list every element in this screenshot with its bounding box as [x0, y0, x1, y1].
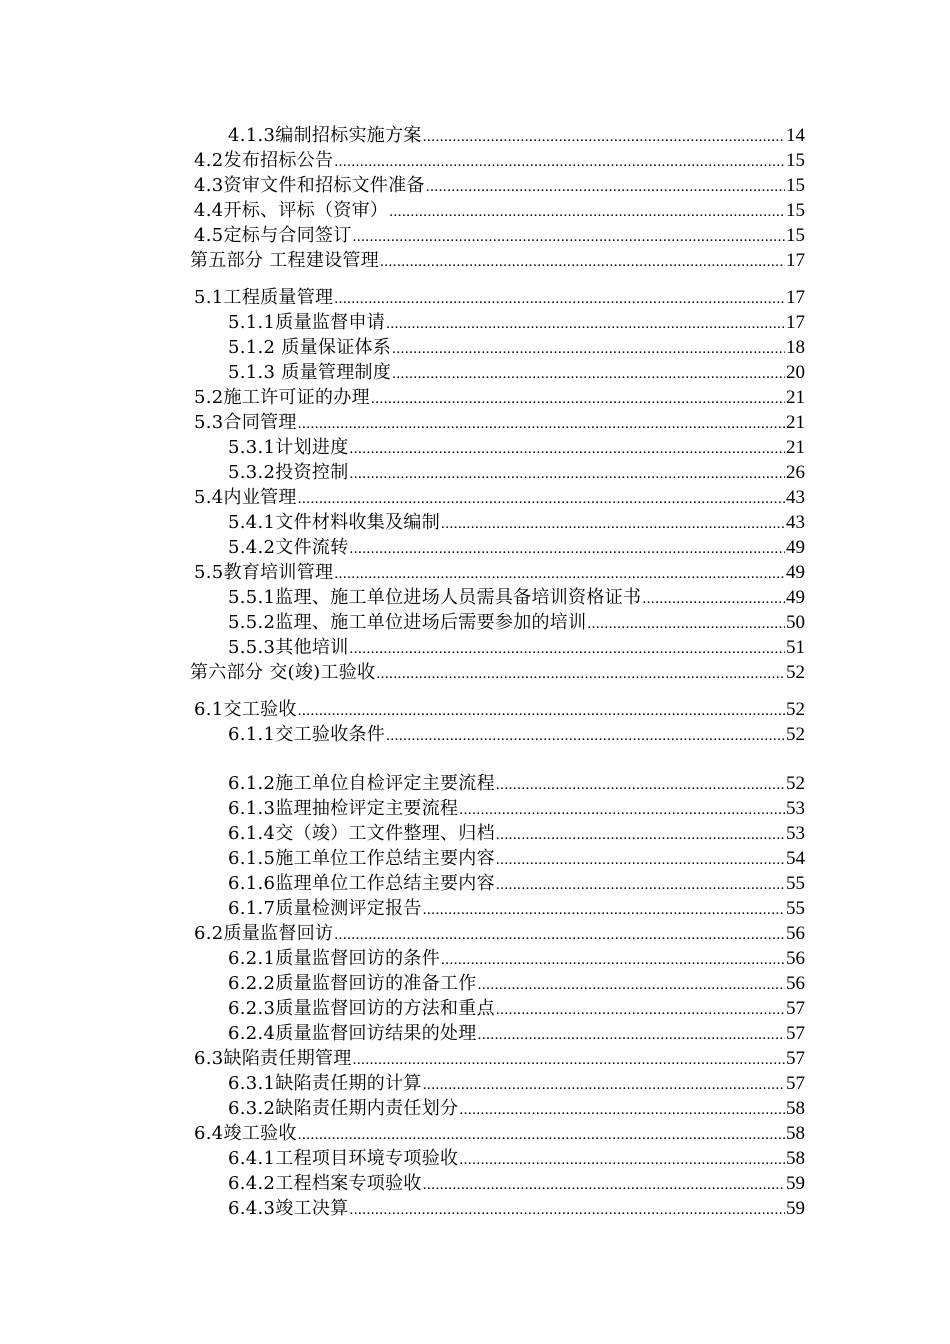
toc-label: 4.1.3编制招标实施方案	[228, 125, 422, 146]
toc-label: 第五部分 工程建设管理	[190, 250, 380, 271]
toc-label: 5.4内业管理	[194, 487, 297, 508]
toc-entry[interactable]	[228, 872, 805, 897]
toc-leader	[350, 637, 786, 661]
toc-label: 5.2施工许可证的办理	[194, 387, 370, 408]
toc-leader	[642, 587, 785, 611]
toc-page-number: 53	[786, 798, 805, 819]
toc-page-number: 57	[786, 1073, 805, 1094]
toc-page-number: 18	[786, 337, 805, 358]
toc-leader	[298, 1123, 785, 1147]
toc-page-number: 56	[786, 923, 805, 944]
toc-leader	[298, 699, 785, 723]
toc-page-number: 21	[786, 437, 805, 458]
toc-page-number: 52	[786, 773, 805, 794]
toc-label: 6.4.2工程档案专项验收	[228, 1173, 422, 1194]
toc-leader	[334, 562, 785, 586]
toc-label: 5.4.2文件流转	[228, 537, 349, 558]
toc-label: 第六部分 交(竣)工验收	[190, 662, 376, 683]
toc-entry[interactable]	[228, 461, 805, 486]
toc-page-number: 15	[786, 150, 805, 171]
toc-entry[interactable]	[228, 1072, 805, 1097]
toc-page-number: 58	[786, 1098, 805, 1119]
toc-label: 4.2发布招标公告	[194, 150, 334, 171]
toc-page-number: 43	[786, 487, 805, 508]
toc-page-number: 43	[786, 512, 805, 533]
toc-label: 6.4.3竣工决算	[228, 1198, 349, 1219]
toc-leader	[441, 512, 785, 536]
toc-page-number: 50	[786, 612, 805, 633]
toc-leader	[478, 973, 785, 997]
toc-entry[interactable]	[228, 847, 805, 872]
toc-leader	[298, 412, 785, 436]
toc-label: 5.3合同管理	[194, 412, 297, 433]
toc-entry[interactable]	[228, 822, 805, 847]
toc-page-number: 56	[786, 948, 805, 969]
toc-leader	[380, 250, 785, 274]
toc-leader	[389, 200, 785, 224]
toc-leader	[386, 724, 785, 748]
toc-entry[interactable]	[228, 897, 805, 922]
toc-label: 5.5.1监理、施工单位进场人员需具备培训资格证书	[228, 587, 642, 608]
toc-page-number: 52	[786, 699, 805, 720]
toc-page-number: 57	[786, 998, 805, 1019]
toc-label: 5.5.2监理、施工单位进场后需要参加的培训	[228, 612, 587, 633]
toc-page-number: 20	[786, 362, 805, 383]
toc-entry[interactable]	[228, 1172, 805, 1197]
toc-leader	[386, 312, 785, 336]
toc-page-number: 49	[786, 537, 805, 558]
toc-label: 6.2.4质量监督回访结果的处理	[228, 1023, 477, 1044]
toc-entry[interactable]	[194, 1122, 805, 1147]
toc-leader	[423, 125, 785, 149]
toc-entry[interactable]	[194, 199, 805, 224]
toc-entry[interactable]	[194, 486, 805, 511]
toc-entry[interactable]	[194, 411, 805, 436]
toc-leader	[350, 437, 786, 461]
toc-label: 6.4竣工验收	[194, 1123, 297, 1144]
toc-label: 6.2.1质量监督回访的条件	[228, 948, 440, 969]
toc-entry[interactable]	[194, 386, 805, 411]
toc-leader	[353, 225, 785, 249]
toc-leader	[459, 1148, 785, 1172]
toc-page-number: 49	[786, 587, 805, 608]
toc-page-number: 57	[786, 1048, 805, 1069]
toc-entry[interactable]	[228, 511, 805, 536]
toc-label: 6.1.6监理单位工作总结主要内容	[228, 873, 495, 894]
toc-page-number: 55	[786, 873, 805, 894]
toc-entry[interactable]	[228, 636, 805, 661]
toc-label: 5.3.2投资控制	[228, 462, 349, 483]
toc-entry[interactable]	[190, 661, 805, 686]
toc-page-number: 17	[786, 287, 805, 308]
toc-leader	[496, 848, 785, 872]
toc-leader	[376, 662, 785, 686]
toc-page-number: 17	[786, 250, 805, 271]
toc-entry[interactable]	[194, 561, 805, 586]
toc-leader	[371, 387, 785, 411]
toc-leader	[334, 150, 785, 174]
toc-entry[interactable]	[228, 972, 805, 997]
toc-entry[interactable]	[194, 1047, 805, 1072]
toc-label: 6.3.2缺陷责任期内责任划分	[228, 1098, 459, 1119]
toc-label: 6.1.2施工单位自检评定主要流程	[228, 773, 495, 794]
toc-entry[interactable]	[228, 361, 805, 386]
toc-entry[interactable]	[228, 1022, 805, 1047]
toc-label: 5.1工程质量管理	[194, 287, 334, 308]
toc-label: 6.1.7质量检测评定报告	[228, 898, 422, 919]
toc-label: 6.3缺陷责任期管理	[194, 1048, 352, 1069]
toc-leader	[350, 1198, 786, 1222]
toc-label: 6.1.3监理抽检评定主要流程	[228, 798, 459, 819]
toc-leader	[441, 948, 785, 972]
toc-leader	[426, 175, 785, 199]
toc-entry[interactable]	[228, 1147, 805, 1172]
toc-entry[interactable]	[194, 174, 805, 199]
toc-page-number: 58	[786, 1148, 805, 1169]
toc-page-number: 58	[786, 1123, 805, 1144]
toc-label: 6.2.3质量监督回访的方法和重点	[228, 998, 495, 1019]
toc-entry[interactable]	[228, 1197, 805, 1222]
toc-label: 6.1交工验收	[194, 699, 297, 720]
toc-entry[interactable]	[228, 336, 805, 361]
toc-leader	[350, 537, 786, 561]
toc-label: 5.3.1计划进度	[228, 437, 349, 458]
toc-entry[interactable]	[194, 922, 805, 947]
toc-page-number: 51	[786, 637, 805, 658]
toc-entry[interactable]	[228, 586, 805, 611]
toc-page-number: 49	[786, 562, 805, 583]
toc-leader	[353, 1048, 785, 1072]
toc-page-number: 21	[786, 387, 805, 408]
toc-leader	[496, 873, 785, 897]
toc-page-number: 52	[786, 662, 805, 683]
toc-label: 5.1.2 质量保证体系	[228, 337, 392, 358]
toc-page-number: 17	[786, 312, 805, 333]
toc-leader	[496, 823, 785, 847]
toc-entry[interactable]	[194, 286, 805, 311]
toc-entry[interactable]	[228, 1097, 805, 1122]
toc-entry[interactable]	[194, 698, 805, 723]
toc-page-number: 15	[786, 175, 805, 196]
toc-entry[interactable]	[194, 224, 805, 249]
toc-label: 6.4.1工程项目环境专项验收	[228, 1148, 459, 1169]
toc-entry[interactable]	[190, 249, 805, 274]
toc-label: 6.2质量监督回访	[194, 923, 334, 944]
toc-entry[interactable]	[194, 149, 805, 174]
toc-label: 6.2.2质量监督回访的准备工作	[228, 973, 477, 994]
toc-page-number: 55	[786, 898, 805, 919]
toc-label: 6.3.1缺陷责任期的计算	[228, 1073, 422, 1094]
toc-entry[interactable]	[228, 723, 805, 748]
toc-leader	[587, 612, 785, 636]
toc-leader	[423, 1073, 785, 1097]
toc-leader	[459, 798, 785, 822]
toc-leader	[298, 487, 785, 511]
toc-page-number: 56	[786, 973, 805, 994]
toc-leader	[392, 337, 785, 361]
toc-leader	[423, 898, 785, 922]
toc-page-number: 15	[786, 225, 805, 246]
toc-label: 5.5教育培训管理	[194, 562, 334, 583]
toc-page-number: 26	[786, 462, 805, 483]
toc-label: 5.4.1文件材料收集及编制	[228, 512, 440, 533]
toc-label: 4.5定标与合同签订	[194, 225, 352, 246]
toc-entry[interactable]	[228, 124, 805, 149]
toc-leader	[478, 1023, 785, 1047]
toc-label: 5.1.1质量监督申请	[228, 312, 386, 333]
toc-entry[interactable]	[228, 311, 805, 336]
toc-entry[interactable]	[228, 436, 805, 461]
toc-leader	[334, 287, 785, 311]
toc-page-number: 57	[786, 1023, 805, 1044]
toc-page-number: 14	[786, 125, 805, 146]
toc-label: 6.1.5施工单位工作总结主要内容	[228, 848, 495, 869]
toc-page-number: 21	[786, 412, 805, 433]
toc-page-number: 53	[786, 823, 805, 844]
toc-leader	[350, 462, 786, 486]
toc-label: 6.1.1交工验收条件	[228, 724, 386, 745]
toc-label: 5.5.3其他培训	[228, 637, 349, 658]
toc-leader	[423, 1173, 785, 1197]
toc-entry[interactable]	[228, 997, 805, 1022]
toc-page-number: 59	[786, 1198, 805, 1219]
toc-entry[interactable]	[228, 947, 805, 972]
toc-leader	[334, 923, 785, 947]
toc-entry[interactable]	[228, 536, 805, 561]
toc-leader	[392, 362, 785, 386]
toc-label: 4.4开标、评标（资审）	[194, 200, 389, 221]
toc-page-number: 52	[786, 724, 805, 745]
toc-label: 5.1.3 质量管理制度	[228, 362, 392, 383]
toc-leader	[496, 773, 785, 797]
toc-page-number: 15	[786, 200, 805, 221]
toc-entry[interactable]	[228, 611, 805, 636]
toc-page-number: 59	[786, 1173, 805, 1194]
toc-page-number: 54	[786, 848, 805, 869]
toc-leader	[459, 1098, 785, 1122]
toc-leader	[496, 998, 785, 1022]
toc-label: 6.1.4交（竣）工文件整理、归档	[228, 823, 495, 844]
toc-entry[interactable]	[228, 797, 805, 822]
toc-entry[interactable]	[228, 772, 805, 797]
toc-label: 4.3资审文件和招标文件准备	[194, 175, 425, 196]
